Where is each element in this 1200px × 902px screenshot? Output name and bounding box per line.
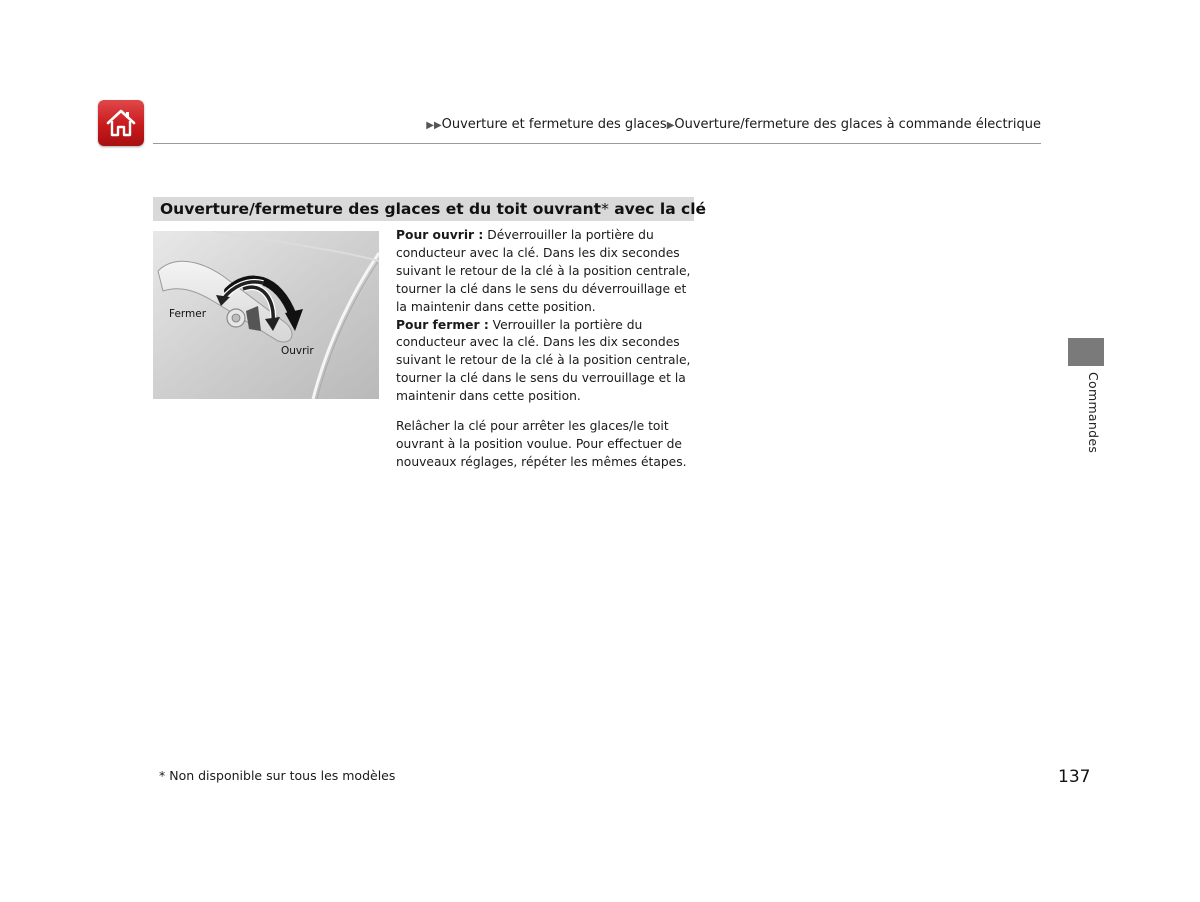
section-title (160, 200, 706, 218)
section-title-asterisk: * (601, 200, 609, 218)
breadcrumb-separator-icon: ▶ (666, 120, 675, 131)
home-button[interactable] (98, 100, 144, 146)
breadcrumb-current-page: Ouverture/fermeture des glaces à commande électrique (674, 117, 1041, 132)
section-title-suffix: avec la clé (608, 200, 707, 218)
key-door-illustration (153, 231, 379, 399)
close-text: Verrouiller la portière du conducteur avec la clé. Dans les dix secondes suivant le retour de la clé à la position centrale, tourner la clé dans le sens du verrouillage et la maintenir dans cette position. (396, 317, 691, 404)
header-divider (153, 143, 1041, 144)
breadcrumb (426, 117, 1041, 132)
footnote: * Non disponible sur tous les modèles (159, 768, 396, 783)
open-text: Déverrouiller la portière du conducteur avec la clé. Dans les dix secondes suivant le retour de la clé à la position centrale, tourner la clé dans le sens du déverrouillage et la maintenir dans cette position. (396, 228, 691, 314)
close-label: Pour fermer : (396, 317, 489, 332)
breadcrumb-link-windows[interactable]: Ouverture et fermeture des glaces (441, 117, 667, 132)
close-instructions (396, 317, 696, 407)
open-label: Pour ouvrir : (396, 228, 484, 242)
home-icon (105, 108, 137, 138)
instructions-text (396, 227, 696, 472)
chapter-tab-marker[interactable] (1068, 338, 1104, 366)
section-title-text: Ouverture/fermeture des glaces et du toit ouvrant (160, 200, 602, 218)
figure-label-close: Fermer (169, 308, 207, 320)
section-header (153, 197, 707, 221)
open-instructions (396, 227, 696, 317)
page-number: 137 (1058, 767, 1091, 787)
chapter-tab-label: Commandes (1086, 372, 1101, 454)
breadcrumb-arrow-icon: ▶▶ (426, 120, 442, 131)
figure-label-open: Ouvrir (281, 345, 314, 357)
release-instructions: Relâcher la clé pour arrêter les glaces/le toit ouvrant à la position voulue. Pour effectuer de nouveaux réglages, répéter les mêmes étapes. (396, 419, 687, 469)
